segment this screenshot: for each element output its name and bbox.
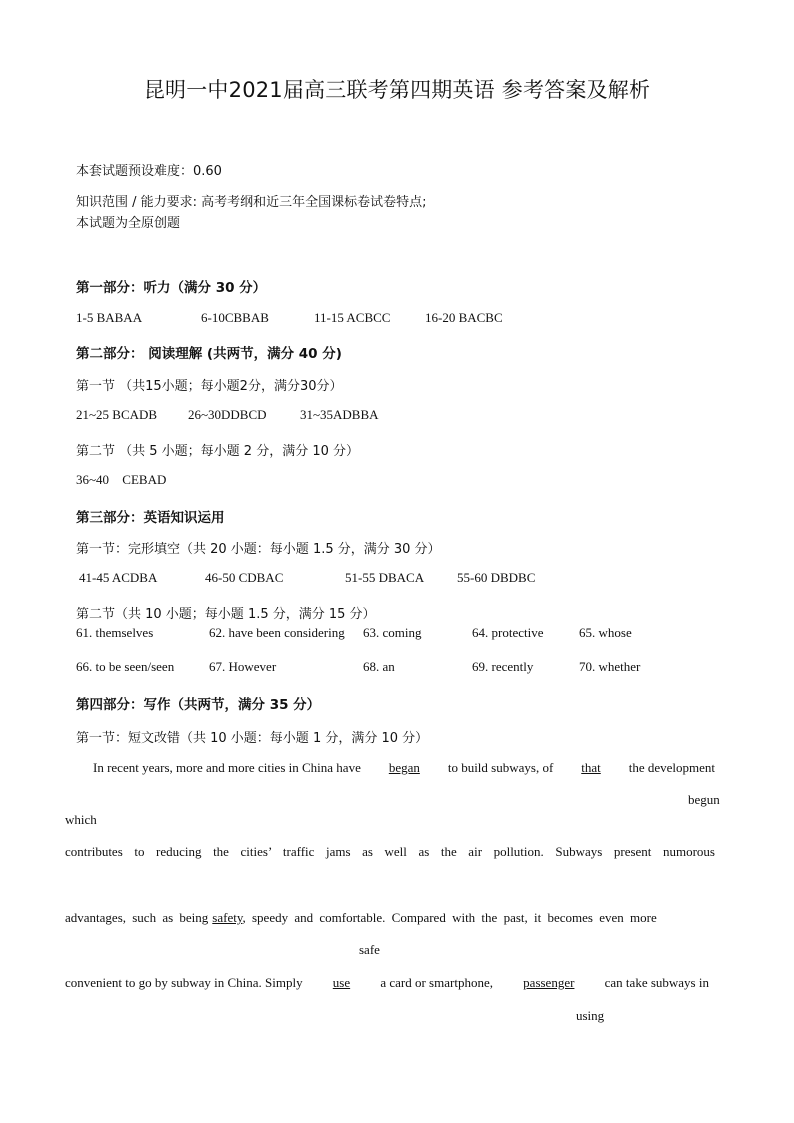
grammar-answer: 67. However bbox=[209, 659, 277, 674]
part4-section1-label: 第一节：短文改错（共 10 小题：每小题 1 分，满分 10 分） bbox=[76, 731, 429, 746]
part3-answer-group: 51-55 DBACA bbox=[345, 570, 425, 585]
grammar-answer: 65. whose bbox=[579, 625, 632, 640]
correction-word: which bbox=[65, 812, 97, 827]
grammar-answer: 64. protective bbox=[472, 625, 544, 640]
grammar-answer: 69. recently bbox=[472, 659, 534, 674]
part1-heading: 第一部分：听力（满分 30 分） bbox=[76, 280, 267, 296]
passage-text: convenient to go by subway in China. Simply bbox=[65, 975, 303, 990]
part3-answer-group: 41-45 ACDBA bbox=[79, 570, 158, 585]
difficulty-note: 本套试题预设难度：0.60 bbox=[76, 164, 222, 179]
scope-note: 知识范围 / 能力要求: 高考考纲和近三年全国课标卷试卷特点; bbox=[76, 195, 427, 210]
part1-answer-group: 11-15 ACBCC bbox=[314, 310, 391, 325]
passage-line-3 bbox=[65, 910, 711, 926]
part2-answer-group: 21~25 BCADB bbox=[76, 407, 158, 422]
passage-text: the development bbox=[628, 760, 715, 775]
part1-answer-group: 6-10CBBAB bbox=[201, 310, 269, 325]
passage-line-1 bbox=[93, 760, 715, 776]
error-mark: passenger bbox=[523, 975, 575, 990]
passage-text: a card or smartphone, bbox=[380, 975, 493, 990]
part2-section1-label: 第一节 （共15小题；每小题2分，满分30分） bbox=[76, 379, 343, 394]
passage-line-4 bbox=[65, 975, 709, 991]
grammar-answer: 62. have been considering bbox=[209, 625, 345, 640]
page-title: 昆明一中2021届高三联考第四期英语 参考答案及解析 bbox=[143, 78, 651, 102]
part3-answer-group: 46-50 CDBAC bbox=[205, 570, 284, 585]
error-mark: use bbox=[332, 975, 351, 990]
passage-line-2: contributes to reducing the cities’ traffic jams as well as the air pollution. Subways present numorous bbox=[65, 844, 715, 859]
part4-heading: 第四部分：写作（共两节，满分 35 分） bbox=[76, 697, 321, 713]
correction-word: using bbox=[576, 1008, 605, 1023]
passage-text: advantages, such as being bbox=[65, 910, 209, 925]
part3-section1-label: 第一节：完形填空（共 20 小题：每小题 1.5 分，满分 30 分） bbox=[76, 542, 441, 557]
grammar-answer: 63. coming bbox=[363, 625, 422, 640]
passage-text: , speedy and comfortable. Compared with the past, it becomes even more bbox=[242, 910, 657, 925]
original-note: 本试题为全原创题 bbox=[76, 216, 181, 231]
part2-section2-label: 第二节 （共 5 小题；每小题 2 分，满分 10 分） bbox=[76, 444, 360, 459]
grammar-answer: 66. to be seen/seen bbox=[76, 659, 175, 674]
correction-word: begun bbox=[688, 792, 720, 807]
grammar-answer: 70. whether bbox=[579, 659, 641, 674]
part2-answer-group: 36~40 CEBAD bbox=[76, 472, 167, 487]
part3-answer-group: 55-60 DBDBC bbox=[457, 570, 536, 585]
error-mark: safety bbox=[212, 910, 243, 925]
error-mark: began bbox=[388, 760, 420, 775]
passage-text: to build subways, of bbox=[447, 760, 554, 775]
error-mark: that bbox=[581, 760, 601, 775]
part2-answer-group: 31~35ADBBA bbox=[300, 407, 379, 422]
part1-answer-group: 16-20 BACBC bbox=[425, 310, 503, 325]
part2-heading: 第二部分： 阅读理解 (共两节，满分 40 分) bbox=[76, 346, 342, 362]
grammar-answer: 61. themselves bbox=[76, 625, 154, 640]
correction-word: safe bbox=[359, 942, 380, 957]
part3-heading: 第三部分：英语知识运用 bbox=[76, 510, 225, 526]
part1-answer-group: 1-5 BABAA bbox=[76, 310, 143, 325]
grammar-answer: 68. an bbox=[363, 659, 395, 674]
passage-text: In recent years, more and more cities in China have bbox=[93, 760, 361, 775]
part3-section2-label: 第二节（共 10 小题；每小题 1.5 分，满分 15 分） bbox=[76, 607, 376, 622]
part2-answer-group: 26~30DDBCD bbox=[188, 407, 267, 422]
passage-text: can take subways in bbox=[604, 975, 709, 990]
